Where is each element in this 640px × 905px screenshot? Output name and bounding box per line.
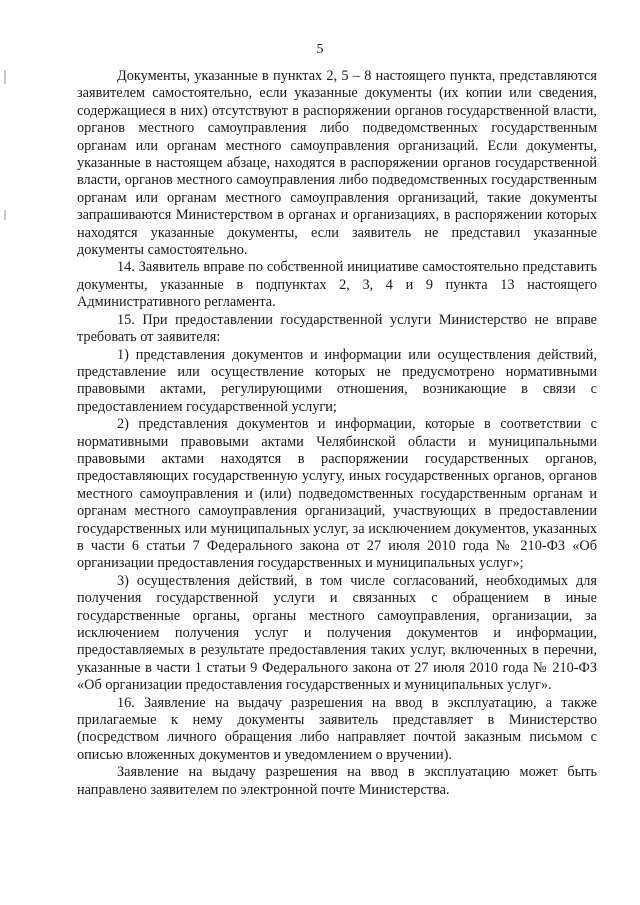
paragraph-documents-self-submission: Документы, указанные в пунктах 2, 5 – 8 настоящего пункта, представляются заявителем самостоятельно, если указанные документы (их копии или сведения, содержащиеся в них) отсутствуют в распоряжении органов государственной власти, органов местного самоуправления либо подведомственных государственным органам или органам местного самоуправления организаций. Если документы, указанные в настоящем абзаце, находятся в распоряжении органов государственной власти, органов местного самоуправления либо подведомственных государственным органам или органам местного самоуправления организаций, такие документы запрашиваются Министерством в органах и организациях, в распоряжении которых находятся указанные документы, если заявитель не представил указанные документы самостоятельно. <box>77 68 597 259</box>
paragraph-15: 15. При предоставлении государственной услуги Министерство не вправе требовать от заявителя: <box>77 311 597 346</box>
paragraph-15-item-1: 1) представления документов и информации или осуществления действий, представление или осуществление которых не предусмотрено нормативными правовыми актами, регулирующими отношения, возникающие в связи с предоставлением государственной услуги; <box>77 346 597 415</box>
document-body <box>77 68 597 799</box>
page-number: 5 <box>316 42 324 57</box>
paragraph-14: 14. Заявитель вправе по собственной инициативе самостоятельно представить документы, указанные в подпунктах 2, 3, 4 и 9 пункта 13 настоящего Административного регламента. <box>77 259 597 311</box>
paragraph-16-electronic: Заявление на выдачу разрешения на ввод в эксплуатацию может быть направлено заявителем по электронной почте Министерства. <box>77 764 597 798</box>
paragraph-16: 16. Заявление на выдачу разрешения на ввод в эксплуатацию, а также прилагаемые к нему документы заявитель представляет в Министерство (посредством личного обращения либо направляет почтой заказным письмом с описью вложенных документов и уведомлением о вручении). <box>77 694 597 763</box>
scan-artifact <box>4 210 6 220</box>
scan-artifact <box>4 70 6 84</box>
paragraph-15-item-3: 3) осуществления действий, в том числе согласований, необходимых для получения государственной услуги и связанных с обращением в иные государственные органы, органы местного самоуправления, организации, за исключением получения услуг и получения документов и информации, предоставляемых в результате предоставления таких услуг, включенных в перечни, указанные в части 1 статьи 9 Федерального закона от 27 июля 2010 года № 210-ФЗ «Об организации предоставления государственных и муниципальных услуг». <box>77 572 597 694</box>
paragraph-15-item-2: 2) представления документов и информации, которые в соответствии с нормативными правовыми актами Челябинской области и муниципальными правовыми актами находятся в распоряжении государственных органов, предоставляющих государственную услугу, иных государственных органов, органов местного самоуправления и (или) подведомственных государственным органам и органам местного самоуправления организаций, участвующих в предоставлении государственных или муниципальных услуг, за исключением документов, указанных в части 6 статьи 7 Федерального закона от 27 июля 2010 года № 210-ФЗ «Об организации предоставления государственных и муниципальных услуг»; <box>77 416 597 572</box>
